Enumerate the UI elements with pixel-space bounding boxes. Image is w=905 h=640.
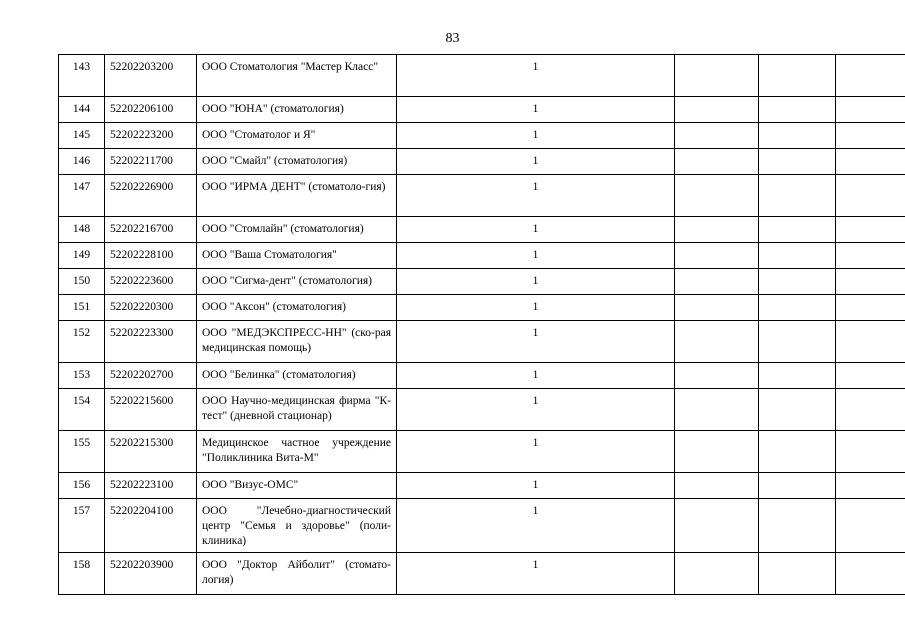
empty-cell [675, 149, 759, 175]
empty-cell [675, 175, 759, 217]
empty-cell [675, 243, 759, 269]
row-number-cell: 155 [59, 431, 105, 473]
row-number-cell: 156 [59, 473, 105, 499]
empty-cell [759, 295, 836, 321]
empty-cell [675, 123, 759, 149]
empty-cell [836, 149, 905, 175]
code-cell: 52202226900 [105, 175, 197, 217]
code-cell: 52202203900 [105, 553, 197, 595]
row-number-cell: 150 [59, 269, 105, 295]
empty-cell [675, 55, 759, 97]
empty-cell [836, 269, 905, 295]
empty-cell [759, 363, 836, 389]
code-cell: 52202215300 [105, 431, 197, 473]
empty-cell [759, 473, 836, 499]
empty-cell [675, 97, 759, 123]
empty-cell [675, 499, 759, 553]
table-row [59, 295, 905, 321]
empty-cell [759, 243, 836, 269]
value-cell: 1 [397, 473, 675, 499]
code-cell: 52202215600 [105, 389, 197, 431]
empty-cell [836, 243, 905, 269]
value-cell: 1 [397, 431, 675, 473]
organization-name-cell: ООО "Белинка" (стоматология) [197, 363, 397, 389]
value-cell: 1 [397, 363, 675, 389]
empty-cell [675, 431, 759, 473]
row-number-cell: 154 [59, 389, 105, 431]
table-row [59, 123, 905, 149]
empty-cell [836, 363, 905, 389]
empty-cell [836, 499, 905, 553]
table-row [59, 473, 905, 499]
code-cell: 52202216700 [105, 217, 197, 243]
registry-table [58, 54, 905, 595]
table-row [59, 553, 905, 595]
table-row [59, 321, 905, 363]
value-cell: 1 [397, 175, 675, 217]
code-cell: 52202223200 [105, 123, 197, 149]
empty-cell [836, 295, 905, 321]
value-cell: 1 [397, 269, 675, 295]
organization-name-cell: ООО "Ваша Стоматология" [197, 243, 397, 269]
empty-cell [759, 55, 836, 97]
code-cell: 52202223300 [105, 321, 197, 363]
empty-cell [759, 389, 836, 431]
empty-cell [759, 431, 836, 473]
table-row [59, 55, 905, 97]
table-row [59, 217, 905, 243]
organization-name-cell: ООО "Стомлайн" (стоматология) [197, 217, 397, 243]
organization-name-cell: ООО "Сигма-дент" (стоматология) [197, 269, 397, 295]
row-number-cell: 148 [59, 217, 105, 243]
value-cell: 1 [397, 295, 675, 321]
empty-cell [836, 389, 905, 431]
organization-name-cell: ООО Научно-медицинская фирма "К-тест" (дневной стационар) [197, 389, 397, 431]
empty-cell [759, 499, 836, 553]
table-row [59, 149, 905, 175]
row-number-cell: 151 [59, 295, 105, 321]
code-cell: 52202211700 [105, 149, 197, 175]
value-cell: 1 [397, 217, 675, 243]
empty-cell [675, 389, 759, 431]
empty-cell [836, 97, 905, 123]
empty-cell [759, 217, 836, 243]
empty-cell [759, 175, 836, 217]
organization-name-cell: ООО "Смайл" (стоматология) [197, 149, 397, 175]
organization-name-cell: ООО "ИРМА ДЕНТ" (стоматоло-гия) [197, 175, 397, 217]
empty-cell [836, 55, 905, 97]
empty-cell [675, 269, 759, 295]
value-cell: 1 [397, 389, 675, 431]
organization-name-cell: ООО "МЕДЭКСПРЕСС-НН" (ско-рая медицинская помощь) [197, 321, 397, 363]
table-row [59, 243, 905, 269]
code-cell: 52202203200 [105, 55, 197, 97]
table-row [59, 389, 905, 431]
empty-cell [675, 363, 759, 389]
organization-name-cell: ООО "Стоматолог и Я" [197, 123, 397, 149]
empty-cell [759, 123, 836, 149]
row-number-cell: 152 [59, 321, 105, 363]
value-cell: 1 [397, 553, 675, 595]
empty-cell [675, 217, 759, 243]
empty-cell [675, 473, 759, 499]
empty-cell [836, 321, 905, 363]
organization-name-cell: ООО "ЮНА" (стоматология) [197, 97, 397, 123]
value-cell: 1 [397, 243, 675, 269]
empty-cell [836, 431, 905, 473]
row-number-cell: 145 [59, 123, 105, 149]
empty-cell [675, 553, 759, 595]
empty-cell [836, 473, 905, 499]
row-number-cell: 147 [59, 175, 105, 217]
code-cell: 52202206100 [105, 97, 197, 123]
row-number-cell: 158 [59, 553, 105, 595]
table-row [59, 363, 905, 389]
row-number-cell: 146 [59, 149, 105, 175]
code-cell: 52202223100 [105, 473, 197, 499]
value-cell: 1 [397, 97, 675, 123]
empty-cell [759, 149, 836, 175]
code-cell: 52202223600 [105, 269, 197, 295]
empty-cell [836, 217, 905, 243]
organization-name-cell: ООО Стоматология "Мастер Класс" [197, 55, 397, 97]
empty-cell [836, 123, 905, 149]
code-cell: 52202204100 [105, 499, 197, 553]
organization-name-cell: ООО "Визус-ОМС" [197, 473, 397, 499]
code-cell: 52202228100 [105, 243, 197, 269]
code-cell: 52202220300 [105, 295, 197, 321]
table-row [59, 97, 905, 123]
value-cell: 1 [397, 55, 675, 97]
empty-cell [759, 553, 836, 595]
organization-name-cell: Медицинское частное учреждение "Поликлиника Вита-М" [197, 431, 397, 473]
empty-cell [759, 269, 836, 295]
value-cell: 1 [397, 499, 675, 553]
value-cell: 1 [397, 149, 675, 175]
row-number-cell: 153 [59, 363, 105, 389]
page-number: 83 [445, 31, 460, 46]
value-cell: 1 [397, 123, 675, 149]
organization-name-cell: ООО "Аксон" (стоматология) [197, 295, 397, 321]
table-row [59, 499, 905, 553]
empty-cell [836, 553, 905, 595]
table-row [59, 269, 905, 295]
code-cell: 52202202700 [105, 363, 197, 389]
organization-name-cell: ООО "Лечебно-диагностический центр "Семья и здоровье" (поли-клиника) [197, 499, 397, 553]
table-body [59, 55, 905, 595]
empty-cell [675, 321, 759, 363]
row-number-cell: 149 [59, 243, 105, 269]
empty-cell [759, 97, 836, 123]
row-number-cell: 144 [59, 97, 105, 123]
empty-cell [675, 295, 759, 321]
organization-name-cell: ООО "Доктор Айболит" (стомато-логия) [197, 553, 397, 595]
value-cell: 1 [397, 321, 675, 363]
row-number-cell: 143 [59, 55, 105, 97]
table-row [59, 175, 905, 217]
empty-cell [759, 321, 836, 363]
empty-cell [836, 175, 905, 217]
table-row [59, 431, 905, 473]
row-number-cell: 157 [59, 499, 105, 553]
